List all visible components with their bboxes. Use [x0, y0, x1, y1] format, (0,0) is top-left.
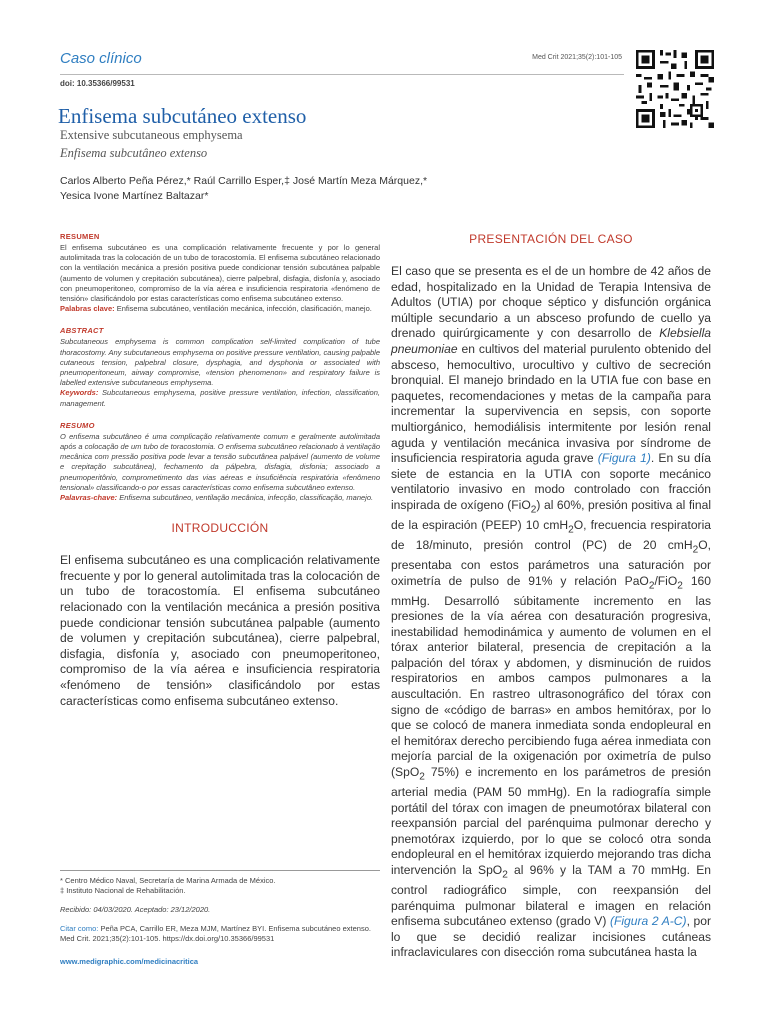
authors-line-1: Carlos Alberto Peña Pérez,* Raúl Carrillo Esper,‡ José Martín Meza Márquez,*: [60, 175, 428, 187]
affiliations: [60, 876, 380, 896]
palavras-chave-label: Palavras-chave:: [60, 493, 118, 503]
citation: [60, 924, 380, 944]
resumen-heading: RESUMEN: [60, 232, 100, 241]
footnote-rule: [60, 870, 380, 871]
figure-1-link[interactable]: (Figura 1): [597, 451, 651, 466]
journal-reference: Med Crit 2021;35(2):101-105: [532, 54, 622, 61]
right-column: [391, 232, 711, 961]
palabras-clave-text: Enfisema subcutáneo, ventilación mecánica, infección, clasificación, manejo.: [116, 304, 372, 314]
left-column: [60, 232, 380, 709]
palabras-clave-label: Palabras clave:: [60, 304, 115, 314]
palavras-chave-text: Enfisema subcutâneo, ventilação mecânica, infecção, classificação, manejo.: [119, 493, 374, 503]
resumen-text: El enfisema subcutáneo es una complicación relativamente frecuente y por lo general autolimitada tras la colocación de un tubo de toracostomía. El enfisema subcutáneo relacionado con la ventilación mecánica a presión positiva puede condicionar tensión subcutánea palpable (aumento de volumen y crepitación subcutánea), cierre palpebral, disfagia, disfonía y, asociado con pneumoperitoneo, compromiso de la vía aérea e insuficiencia respiratoria «fenómeno de tensión» clasificándolo por estas características como enfisema subcutáneo extenso.: [60, 243, 380, 304]
abstract-text: Subcutaneous emphysema is common complication self-limited complication of tube thoracostomy. Any subcutaneous emphysema on positive pressure ventilation, causing palpable cutaneous tension, palpebral closure, dysphagia, and dysphonia or associated with pneumoperitoneum, airway compromise, «tension phenomenon» and respiratory failure is labelled extensive subcutaneous emphysema.: [60, 337, 380, 388]
article-title-english: Extensive subcutaneous emphysema: [60, 128, 243, 142]
resumo-heading: RESUMO: [60, 420, 95, 430]
keywords: [60, 388, 380, 408]
introduccion-text: El enfisema subcutáneo es una complicación relativamente frecuente y por lo general autolimitada tras la colocación de un tubo de toracostomía. El enfisema subcutáneo relacionado con la ventilación mecánica a presión positiva puede condicionar tensión subcutánea palpable (aumento de volumen y crepitación subcutánea), cierre palpebral, disfagia, disfonía y, asociado con pneumoperitoneo, compromiso de la vía aérea e insuficiencia respiratoria «fenómeno de tensión» clasificándolo por estas características como enfisema subcutáneo extenso.: [60, 553, 380, 708]
resumo-text: O enfisema subcutâneo é uma complicação relativamente comum e geralmente autolimitada após a colocação de um tubo de toracostomia. O enfisema subcutâneo relacionado à ventilação mecânica com pressão positiva pode levar a tensão subcutânea palpável (aumento de volume e crepitação subcutânea), fechamento da pálpebra, disfagia, disfonia; associado a pneumoperitônio, comprometimento das vias aéreas e insuficiência respiratória «fenômeno tensional» classificando-o por essas características como enfisema subcutâneo extenso.: [60, 431, 380, 492]
qr-code-icon: [636, 50, 714, 128]
website-link[interactable]: www.medigraphic.com/medicinacritica: [60, 957, 199, 966]
palavras-chave: [60, 493, 380, 503]
authors: [60, 174, 480, 204]
palabras-clave: [60, 304, 380, 314]
introduccion-heading: INTRODUCCIÓN: [171, 521, 269, 536]
affiliation-1: * Centro Médico Naval, Secretaría de Marina Armada de México.: [60, 876, 276, 885]
affiliation-2: ‡ Instituto Nacional de Rehabilitación.: [60, 886, 186, 895]
resumo-block: [60, 421, 380, 503]
figure-2-link[interactable]: (Figura 2 A-C): [609, 914, 687, 929]
keywords-label: Keywords:: [60, 388, 99, 398]
authors-line-2: Yesica Ivone Martínez Baltazar*: [60, 190, 209, 202]
doi: doi: 10.35366/99531: [60, 79, 135, 88]
article-title: Enfisema subcutáneo extenso: [58, 104, 307, 128]
article-title-portuguese: Enfisema subcutâneo extenso: [60, 146, 208, 160]
header-rule: [60, 74, 624, 75]
citation-label: Citar como:: [60, 924, 99, 933]
received-accepted-dates: Recibido: 04/03/2020. Aceptado: 23/12/2020.: [60, 905, 211, 914]
resumen-block: [60, 232, 380, 314]
abstract-heading: ABSTRACT: [60, 326, 104, 336]
section-label: Caso clínico: [60, 50, 142, 67]
presentacion-text: El caso que se presenta es el de un hombre de 42 años de edad, hospitalizado en la Unidad de Terapia Intensiva de Adultos (UTIA) por choque séptico y disfunción orgánica múltiple secundario a un absceso profundo de cuello ya drenado quirúrgicamente y con desarrollo de Klebsiella pneumoniae en cultivos del material purulento obtenido del absceso, hemocultivo, urocultivo y cultivo de secreción bronquial. El manejo brindado en la UTIA fue con base en paquetes, recomendaciones y metas de la campaña para incrementar la supervivencia en sepsis, con soporte multiorgánico, hemodiálisis intermitente por lesión renal aguda y ventilación mecánica invasiva por síndrome de insuficiencia respiratoria aguda grave (Figura 1). En su día siete de estancia en la UTIA con soporte mecánico ventilatorio invasivo en modo controlado con fracción inspirada de oxígeno (FiO$_2$) al 60%, presión positiva al final de la espiración (PEEP) 10 cmH$_2$O, frecuencia respiratoria de 18/minuto, presión control (PC) de 20 cmH$_2$O, presentaba con estos parámetros una saturación por oximetría de pulso de 91% y relación PaO$_2$/FiO$_2$ 160 mmHg. Desarrolló súbitamente incremento en las presiones de la vía aérea con desaturación progresiva, inestabilidad hemodinámica y aumento de volumen en el tórax anterior bilateral, presencia de crepitación a la palpación del tórax y abdomen, y disminución de ruidos respiratorios en ambos campos pulmonares a la auscultación. En rastreo ultrasonográfico del tórax con signo de «código de barras» en ambos hemitórax, por lo que se colocó de manera inmediata sonda endopleural en el hemitórax derecho percibiendo fuga aérea inmediata con mejoría parcial de la oxigenación por oximetría de pulso (SpO$_2$ 75%) e incremento en los parámetros de presión arterial media (PAM 50 mmHg). En la radiografía simple portátil del tórax con imagen de pneumotórax bilateral con reexpansión parcial del parénquima pulmonar derecho y pnemotórax izquierdo, por lo que se colocó otra sonda endopleural en el hemitórax izquierdo mejorando tras dicha intervención la SpO$_2$ al 96% y la TAM a 70 mmHg. En control radiográfico simple, con reexpansión del parénquima pulmonar bilateral e imagen en relación enfisema subcutáneo extenso (grado V) (Figura 2 A-C), por lo que se decidió realizar incisiones cutáneas infraclaviculares con disección roma subcutánea hasta la: [391, 264, 712, 960]
organism-name: Klebsiella pneumoniae: [391, 326, 711, 356]
presentacion-heading: PRESENTACIÓN DEL CASO: [469, 232, 633, 246]
keywords-text: Subcutaneous emphysema, positive pressure ventilation, infection, classification, management.: [60, 388, 380, 408]
abstract-block: [60, 326, 380, 408]
citation-text: Peña PCA, Carrillo ER, Meza MJM, Martínez BYI. Enfisema subcutáneo extenso. Med Crit. 2021;35(2):101-105. https://dx.doi.org/10.35366/99531: [60, 924, 371, 943]
